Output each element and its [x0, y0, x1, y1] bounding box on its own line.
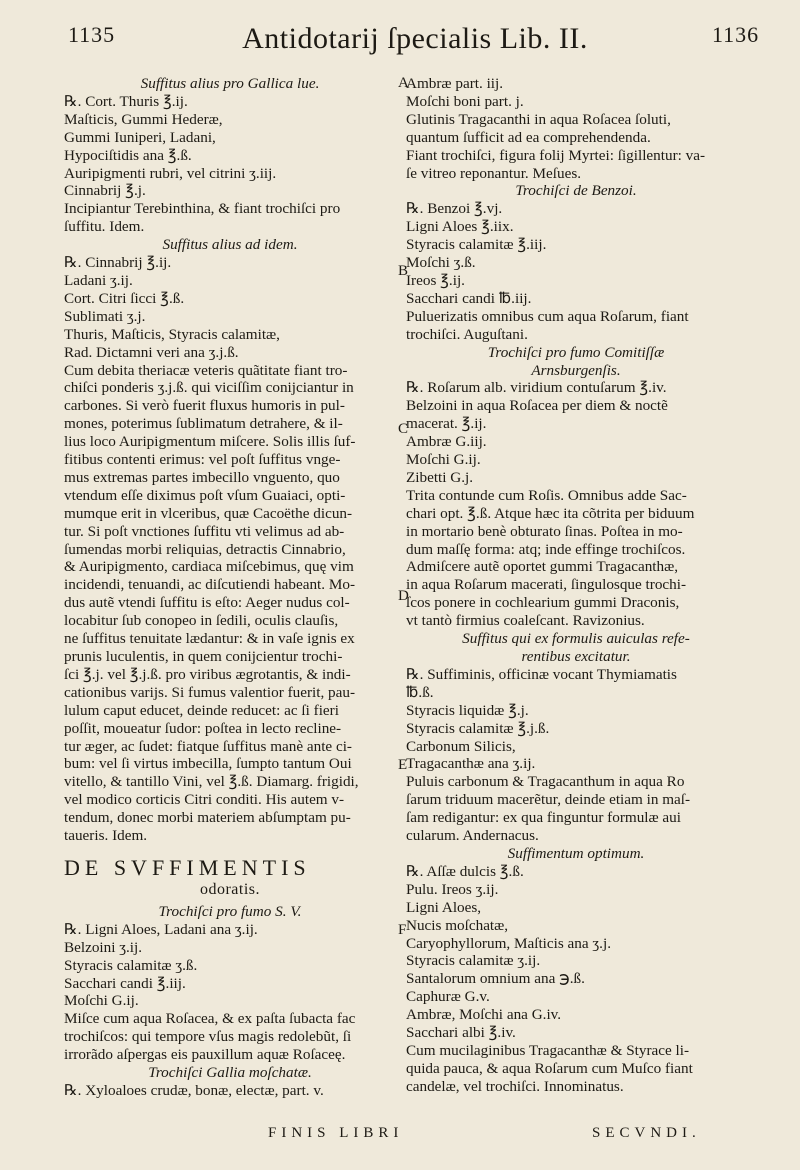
left-text-line: vtendum eſſe diximus poſt vſum Guaiaci, opti-	[64, 486, 346, 504]
right-heading: Suffitus qui ex formulis auiculas refe-	[462, 630, 690, 648]
right-text-line: Fiant trochiſci, figura folij Myrtei: ſigillentur: va-	[406, 146, 706, 164]
right-text-line: ℞. Benzoi ℥.vj.	[406, 200, 503, 218]
right-text-line: candelæ, vel trochiſci. Innominatus.	[406, 1077, 624, 1095]
right-text-line: in mortario benè obturato ſinas. Poſtea in mo-	[406, 522, 683, 540]
right-text-line: ſcos ponere in cochlearium gummi Draconis,	[406, 594, 680, 612]
margin-letter-f: F	[398, 922, 407, 938]
right-heading: Trochiſci de Benzoi.	[515, 182, 637, 200]
right-text-line: ſam redigantur: ex qua finguntur formulæ aui	[406, 809, 681, 827]
margin-letter-a: A	[398, 75, 409, 91]
right-text-line: Tragacanthæ ana ʒ.ij.	[406, 755, 536, 773]
left-text-line: Miſce cum aqua Roſacea, & ex paſta ſubacta fac	[64, 1010, 356, 1028]
right-text-line: ſe vitreo reponantur. Meſues.	[406, 164, 582, 182]
running-title: Antidotarij ſpecialis Lib. II.	[242, 22, 588, 55]
left-text-line: Rad. Dictamni veri ana ʒ.j.ß.	[64, 343, 239, 361]
left-text-line: Sacchari candi ℥.iij.	[64, 974, 186, 992]
right-text-line: Ligni Aloes ℥.iix.	[406, 218, 514, 236]
footer-secundi: SECVNDI.	[592, 1125, 701, 1141]
right-column	[406, 75, 746, 1096]
right-text-line: Zibetti G.j.	[406, 468, 474, 486]
page-number-right: 1136	[712, 22, 760, 47]
left-section-subtitle: odoratis.	[199, 880, 261, 898]
left-text-line: mus extremas partes imbecillo vnguento, quo	[64, 468, 340, 486]
left-text-line: Cinnabrij ℥.j.	[64, 182, 146, 200]
left-text-line: mumque erit in vlceribus, quæ Cacoëthe dicun-	[64, 504, 353, 522]
right-text-line: Caphuræ G.v.	[406, 988, 490, 1006]
right-text-line: Ireos ℥.ij.	[406, 271, 465, 289]
left-text-line: cationibus varijs. Si fumus valentior fuerit, pau-	[64, 683, 356, 701]
right-text-line: Moſchi boni part. j.	[406, 92, 524, 110]
left-text-line: Hypociſtidis ana ℥.ß.	[64, 146, 192, 164]
left-text-line: chiſci ponderis ʒ.j.ß. qui viciſſim conijciantur in	[64, 379, 354, 397]
right-text-line: Puluerizatis omnibus cum aqua Roſarum, fiant	[406, 307, 689, 325]
right-text-line: Ligni Aloes,	[406, 898, 482, 916]
left-text-line: prunis luculentis, in quem conijcientur trochi-	[64, 648, 343, 665]
left-text-line: incidendi, tenuandi, ac diſcutiendi habeant. Mo-	[64, 576, 356, 594]
left-text-line: taueris. Idem.	[64, 827, 148, 845]
right-text-line: Ambræ G.iij.	[406, 433, 487, 451]
left-text-line: Cum debita theriacæ veteris quãtitate fiant tro-	[64, 361, 348, 379]
left-text-line: tur æger, ac ſudet: fiatque ſuffitus manè ante ci-	[64, 737, 352, 755]
right-text-line: Moſchi G.ij.	[406, 451, 481, 469]
left-text-line: fitibus contenti erimus: vel poſt ſuffitus vnge-	[64, 451, 341, 469]
left-heading: Suffitus alius ad idem.	[162, 236, 298, 254]
left-text-line: Thuris, Maſticis, Styracis calamitæ,	[64, 325, 280, 343]
right-heading: Suffimentum optimum.	[507, 844, 645, 862]
left-text-line: lulum caput educet, deinde reducet: ac ſi fieri	[64, 701, 339, 719]
left-text-line: Cort. Citri ſicci ℥.ß.	[64, 289, 185, 307]
left-heading: Trochiſci Gallia moſchatæ.	[148, 1064, 312, 1082]
left-text-line: ſuffitu. Idem.	[64, 218, 145, 236]
left-text-line: vel modico corticis Citri conditi. His autem v-	[64, 791, 345, 809]
left-text-line: locabitur ſub conopeo in ſedili, oculis clauſis,	[64, 612, 339, 630]
right-text-line: Pulu. Ireos ʒ.ij.	[406, 880, 499, 898]
right-text-line: chari opt. ℥.ß. Atque hæc ita cõtrita per biduum	[406, 504, 695, 522]
left-text-line: Gummi Iuniperi, Ladani,	[64, 128, 216, 146]
left-text-line: mones, poterimus ſublimatum detrahere, & il-	[64, 415, 343, 433]
right-heading: Trochiſci pro fumo Comitiſſæ	[487, 343, 665, 361]
right-heading: rentibus excitatur.	[521, 648, 631, 665]
left-heading: Trochiſci pro fumo S. V.	[158, 902, 302, 920]
left-text-line: poſſit, moueatur ſudor: poſtea in lecto recline-	[64, 719, 342, 737]
margin-letter-e: E	[398, 757, 408, 773]
right-text-line: ℔.ß.	[406, 683, 434, 701]
left-text-line: tendum, donec morbi materiem abſumptam pu-	[64, 809, 351, 827]
left-text-line: ſci ℥.j. vel ℥.j.ß. pro viribus ægrotantis, & indi-	[64, 665, 351, 683]
right-text-line: Belzoini in aqua Roſacea per diem & noctẽ	[406, 397, 668, 415]
right-text-line: Santalorum omnium ana ℈.ß.	[406, 970, 585, 988]
left-text-line: Sublimati ʒ.j.	[64, 307, 146, 325]
left-text-line: carbones. Si verò fuerit fluxus humoris in pul-	[64, 397, 345, 415]
left-text-line: ℞. Cort. Thuris ℥.ij.	[64, 92, 188, 110]
left-text-line: bum: vel ſi virtus imbecilla, ſumpto tantum Oui	[64, 755, 352, 773]
left-text-line: ſumendas morbi reliquias, detractis Cinnabrio,	[64, 540, 346, 558]
right-text-line: macerat. ℥.ij.	[406, 415, 487, 433]
right-text-line: Nucis moſchatæ,	[406, 916, 509, 934]
left-text-line: vitello, & tantillo Vini, vel ℥.ß. Diamarg. frigidi,	[64, 773, 359, 791]
right-text-line: Sacchari candi ℔.iij.	[406, 289, 532, 307]
left-text-line: dus autẽ vtendi ſuffitu is eſto: Aeger nudus col-	[64, 594, 350, 612]
right-text-line: trochiſci. Auguſtani.	[406, 325, 528, 343]
left-text-line: Incipiantur Terebinthina, & fiant trochiſci pro	[64, 200, 341, 218]
left-text-line: Ladani ʒ.ij.	[64, 271, 133, 289]
right-text-line: Ambræ part. iij.	[406, 75, 504, 92]
right-text-line: ℞. Roſarum alb. viridium contuſarum ℥.iv.	[406, 379, 667, 397]
right-text-line: Cum mucilaginibus Tragacanthæ & Styrace li-	[406, 1041, 690, 1059]
right-text-line: in aqua Roſarum macerati, ſingulosque trochi-	[406, 576, 687, 594]
left-text-line: tur. Si poſt vnctiones ſuffitu vti velimus ad ab-	[64, 522, 345, 540]
right-text-line: Trita contunde cum Roſis. Omnibus adde Sac-	[406, 486, 687, 504]
right-text-line: Moſchi ʒ.ß.	[406, 254, 476, 272]
right-text-line: ℞. Aſſæ dulcis ℥.ß.	[406, 862, 524, 880]
left-text-line: ne ſuffitus tenuitate lædantur: & in vaſe ignis ex	[64, 630, 355, 648]
margin-letter-c: C	[398, 421, 409, 437]
right-text-line: cularum. Andernacus.	[406, 827, 539, 845]
left-text-line: Moſchi G.ij.	[64, 992, 139, 1010]
page-number-left: 1135	[68, 22, 116, 47]
left-text-line: lius loco Auripigmentum miſcere. Solis illis ſuf-	[64, 433, 356, 451]
left-text-line: & Auripigmento, cardiaca miſcebimus, quę vim	[64, 558, 354, 576]
left-text-line: Maſticis, Gummi Hederæ,	[64, 110, 223, 128]
right-text-line: dum maſſę forma: atq; inde effinge trochiſcos.	[406, 540, 686, 558]
left-column	[64, 75, 396, 1100]
right-text-line: Carbonum Silicis,	[406, 737, 516, 755]
right-text-line: quantum ſufficit ad ea comprehendenda.	[406, 128, 651, 146]
right-text-line: Admiſcere autẽ oportet gummi Tragacanthæ,	[406, 558, 679, 576]
left-text-line: ℞. Cinnabrij ℥.ij.	[64, 254, 172, 272]
right-text-line: Styracis liquidæ ℥.j.	[406, 701, 529, 719]
right-text-line: Styracis calamitæ ʒ.ij.	[406, 952, 541, 970]
margin-letter-d: D	[398, 588, 409, 604]
left-text-line: Belzoini ʒ.ij.	[64, 938, 143, 956]
left-text-line: irrorãdo aſpergas eis pauxillum aquæ Roſaceę.	[64, 1046, 346, 1064]
footer-finis-libri: FINIS LIBRI	[268, 1125, 404, 1141]
left-heading: Suffitus alius pro Gallica lue.	[140, 75, 320, 92]
right-text-line: ſarum triduum macerẽtur, deinde etiam in maſ-	[406, 791, 691, 809]
right-text-line: Ambræ, Moſchi ana G.iv.	[406, 1006, 562, 1024]
right-heading: Arnsburgenſis.	[531, 361, 621, 379]
right-text-line: ℞. Suffiminis, officinæ vocant Thymiamatis	[406, 665, 677, 683]
margin-letter-b: B	[398, 263, 409, 279]
left-text-line: ℞. Ligni Aloes, Ladani ana ʒ.ij.	[64, 920, 258, 938]
right-text-line: Glutinis Tragacanthi in aqua Roſacea ſoluti,	[406, 110, 671, 128]
right-text-line: Sacchari albi ℥.iv.	[406, 1024, 516, 1042]
right-text-line: Caryophyllorum, Maſticis ana ʒ.j.	[406, 934, 611, 952]
right-text-line: Puluis carbonum & Tragacanthum in aqua Ro	[406, 773, 685, 791]
left-text-line: trochiſcos: qui tempore vſus magis redolebũt, ſi	[64, 1028, 352, 1046]
left-text-line: Styracis calamitæ ʒ.ß.	[64, 956, 198, 974]
right-text-line: Styracis calamitæ ℥.j.ß.	[406, 719, 550, 737]
left-text-line: Auripigmenti rubri, vel citrini ʒ.iij.	[64, 164, 277, 182]
right-text-line: quida pauca, & aqua Roſarum cum Muſco fiant	[406, 1059, 693, 1077]
right-text-line: vt tantò firmius coaleſcant. Ravizonius.	[406, 612, 645, 630]
left-section-title: DE SVFFIMENTIS	[64, 854, 311, 880]
right-text-line: Styracis calamitæ ℥.iij.	[406, 236, 547, 254]
left-text-line: ℞. Xyloaloes crudæ, bonæ, electæ, part. v.	[64, 1081, 324, 1099]
